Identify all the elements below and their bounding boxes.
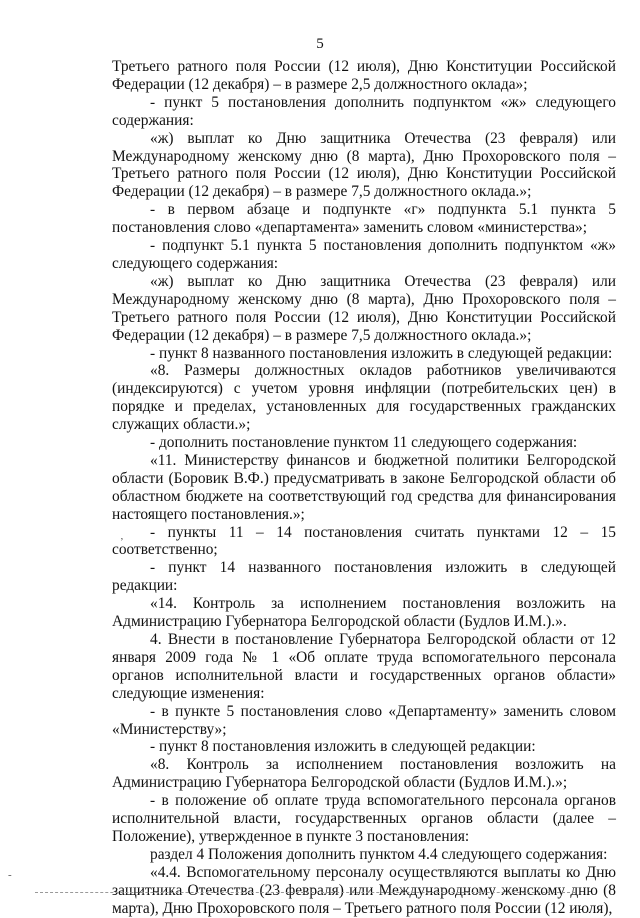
paragraph: 4. Внести в постановление Губернатора Белгородской области от 12 января 2009 года № 1 «Об оплате труда вспомогательного персонала органов исполнительной власти и государственных органов области» следующие изменения: [112,631,616,702]
scan-mark: - [8,869,12,881]
paragraph: Третьего ратного поля России (12 июля), Дню Конституции Российской Федерации (12 декабря) – в размере 2,5 должностного оклада»; [112,58,616,93]
scan-mark: ‚ [120,530,124,542]
paragraph: - в пункте 5 постановления слово «Департаменту» заменить словом «Министерству»; [112,702,616,738]
paragraph: «11. Министерству финансов и бюджетной политики Белгородской области (Боровик В.Ф.) предусматривать в законе Белгородской области об областном бюджете на соответствующий год средства для финансирования настоящего постановления.»; [112,451,616,523]
paragraph: - подпункт 5.1 пункта 5 постановления дополнить подпунктом «ж» следующего содержания: [112,237,616,272]
paragraph: - пункты 11 – 14 постановления считать пунктами 12 – 15 соответственно; [112,523,616,559]
paragraph: - пункт 14 названного постановления изложить в следующей редакции: [112,559,616,595]
paragraph: «14. Контроль за исполнением постановления возложить на Администрацию Губернатора Белгородской области (Будлов И.М.).». [112,595,616,631]
paragraph: - пункт 5 постановления дополнить подпунктом «ж» следующего содержания: [112,93,616,129]
paragraph: «ж) выплат ко Дню защитника Отечества (23 февраля) или Международному женскому дню (8 марта), Дню Прохоровского поля – Третьего ратного поля России (12 июля), Дню Конституции Российской Федерации (12 декабря) – в размере 7,5 должностного оклада.»; [112,129,616,201]
paragraph: - пункт 8 постановления изложить в следующей редакции: [150,738,536,756]
paragraph: раздел 4 Положения дополнить пунктом 4.4 следующего содержания: [150,845,608,863]
document-body [112,58,616,918]
paragraph: «4.4. Вспомогательному персоналу осуществляются выплаты ко Дню защитника Отечества (23 февраля) или Международному женскому дню (8 марта), Дню Прохоровского поля – Третьего ратного поля России (12 июля), [112,863,616,917]
paragraph: «ж) выплат ко Дню защитника Отечества (23 февраля) или Международному женскому дню (8 марта), Дню Прохоровского поля – Третьего ратного поля России (12 июля), Дню Конституции Российской Федерации (12 декабря) – в размере 7,5 должностного оклада.»; [112,272,616,344]
paragraph: «8. Размеры должностных окладов работников увеличиваются (индексируются) с учетом уровня инфляции (потребительских цен) в порядке и пределах, установленных для государственных гражданских служащих области.»; [112,362,616,434]
paragraph: - в положение об оплате труда вспомогательного персонала органов исполнительной власти, государственных органов области (далее – Положение), утвержденное в пункте 3 постановления: [112,792,616,845]
paragraph: - в первом абзаце и подпункте «г» подпункта 5.1 пункта 5 постановления слово «департамента» заменить словом «министерства»; [112,201,616,237]
paragraph: - дополнить постановление пунктом 11 следующего содержания: [150,434,578,452]
scan-edge-line [35,892,575,893]
page-number: 5 [316,36,324,52]
paragraph: «8. Контроль за исполнением постановления возложить на Администрацию Губернатора Белгородской области (Будлов И.М.).»; [112,756,616,792]
paragraph: - пункт 8 названного постановления изложить в следующей редакции: [150,344,613,362]
